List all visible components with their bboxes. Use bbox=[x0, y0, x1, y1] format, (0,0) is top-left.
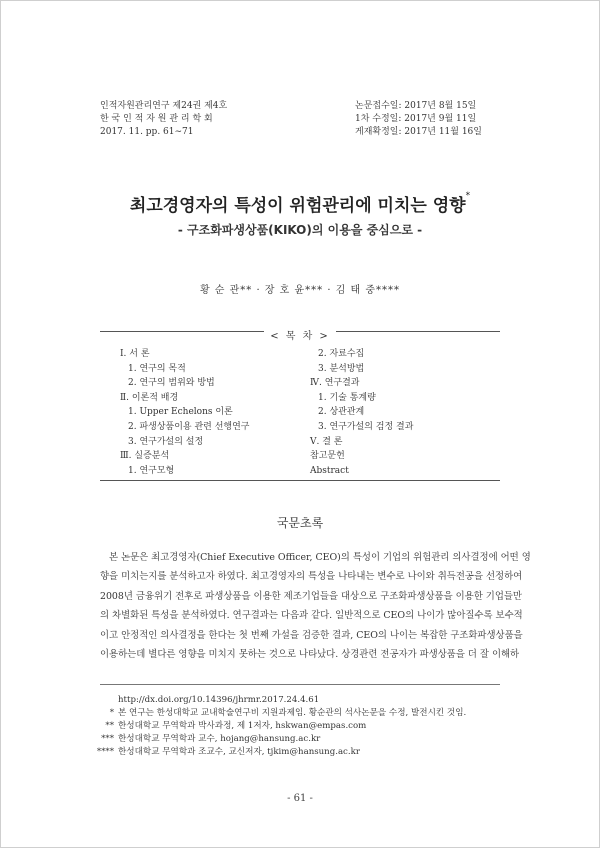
toc-item: 1. Upper Echelons 이론 bbox=[128, 407, 233, 418]
page-number: - 61 - bbox=[287, 793, 313, 804]
received-date: 논문접수일: 2017년 8월 15일 bbox=[355, 101, 477, 111]
toc-item: 참고문헌 bbox=[310, 451, 345, 462]
footnote bbox=[80, 707, 466, 720]
abstract-line: 2008년 금융위기 전후로 파생상품을 이용한 제조기업들을 대상으로 구조화파생상품을 이용한 기업들만 bbox=[100, 590, 522, 602]
footnote-divider bbox=[100, 684, 500, 685]
abstract-body bbox=[100, 548, 531, 664]
abstract-line: 이용하는데 별다른 영향을 미치지 못하는 것으로 나타났다. 상경관련 전공자가 파생상품을 더 잘 이해하 bbox=[100, 649, 520, 661]
toc-item: Ⅲ. 실증분석 bbox=[120, 451, 170, 462]
footnote bbox=[80, 733, 466, 746]
toc-item: 2. 연구의 범위와 방법 bbox=[128, 378, 215, 389]
footnote-text: 한성대학교 무역학과 박사과정, 제 1저자, hskwan@empas.com bbox=[118, 721, 367, 731]
toc-item: Ⅱ. 이론적 배경 bbox=[120, 392, 179, 403]
footnote bbox=[80, 694, 466, 707]
footnote-mark: *** bbox=[101, 734, 114, 744]
toc-label-text: < 목 차 > bbox=[264, 331, 336, 342]
journal-name: 인적자원관리연구 제24권 제4호 bbox=[100, 101, 228, 111]
journal-society: 한 국 인 적 자 원 관 리 학 회 bbox=[100, 114, 213, 124]
paper-subtitle: - 구조화파생상품(KIKO)의 이용을 중심으로 - bbox=[177, 223, 423, 237]
toc-item: 1. 기술 통계량 bbox=[318, 392, 376, 403]
table-of-contents bbox=[100, 331, 500, 481]
toc-item: 1. 연구의 목적 bbox=[128, 363, 186, 374]
submission-dates bbox=[355, 100, 482, 139]
toc-item: Ⅳ. 연구결과 bbox=[310, 378, 360, 389]
paper-title bbox=[0, 191, 600, 216]
footnote-mark: ** bbox=[105, 721, 114, 731]
toc-item: 3. 연구가설의 검정 결과 bbox=[318, 421, 414, 432]
footnote-mark: **** bbox=[96, 747, 114, 757]
abstract-line: 의 차별화된 특성을 분석하였다. 연구결과는 다음과 같다. 일반적으로 CEO의 나이가 많아질수록 보수적 bbox=[100, 610, 523, 622]
author-list: 황 순 관** · 장 호 윤*** · 김 태 중**** bbox=[199, 285, 401, 296]
revised-date: 1차 수정일: 2017년 9월 11일 bbox=[355, 114, 477, 124]
paper-title-text: 최고경영자의 특성이 위험관리에 미치는 영향 bbox=[129, 196, 466, 216]
toc-item: 3. 분석방법 bbox=[318, 363, 365, 374]
toc-item: 2. 자료수집 bbox=[318, 349, 365, 359]
toc-label bbox=[100, 324, 500, 343]
doi-link[interactable]: http://dx.doi.org/10.14396/jhrmr.2017.24.4.61 bbox=[118, 695, 320, 705]
toc-item: Ⅴ. 결 론 bbox=[310, 436, 343, 447]
toc-left-column bbox=[120, 347, 250, 478]
footnote-text: 한성대학교 무역학과 교수, hojang@hansung.ac.kr bbox=[118, 734, 321, 744]
toc-item: 2. 상관관계 bbox=[318, 407, 365, 418]
abstract-line: 본 논문은 최고경영자(Chief Executive Officer, CEO)의 특성이 기업의 위험관리 의사결정에 어떤 영 bbox=[109, 552, 531, 563]
abstract-line: 이고 안정적인 의사결정을 한다는 첫 번째 가설을 검증한 결과, CEO의 나이는 복잡한 구조화파생상품을 bbox=[100, 629, 523, 641]
footnotes bbox=[80, 694, 466, 759]
abstract-line: 향을 미치는지를 분석하고자 하였다. 최고경영자의 특성을 나타내는 변수로 나이와 취득전공을 선정하여 bbox=[100, 571, 523, 583]
footnote-mark: * bbox=[109, 708, 114, 718]
journal-issue: 2017. 11. pp. 61∼71 bbox=[100, 127, 194, 137]
accepted-date: 게재확정일: 2017년 11월 16일 bbox=[355, 127, 482, 137]
toc-right-column bbox=[310, 347, 413, 478]
footnote-text: 본 연구는 한성대학교 교내학술연구비 지원과제임. 황순관의 석사논문을 수정, 발전시킨 것임. bbox=[118, 708, 467, 718]
title-footnote-mark: * bbox=[465, 191, 471, 201]
toc-item: 2. 파생상품이용 관련 선행연구 bbox=[128, 421, 250, 432]
toc-item: Abstract bbox=[310, 465, 349, 476]
toc-item: 3. 연구가설의 설정 bbox=[128, 436, 204, 447]
journal-info bbox=[100, 100, 227, 139]
footnote bbox=[80, 720, 466, 733]
footnote bbox=[80, 746, 466, 759]
toc-item: 1. 연구모형 bbox=[128, 465, 175, 476]
footnote-text: 한성대학교 무역학과 조교수, 교신저자, tjkim@hansung.ac.kr bbox=[118, 747, 360, 757]
abstract-heading: 국문초록 bbox=[276, 516, 324, 530]
toc-item: Ⅰ. 서 론 bbox=[120, 349, 150, 359]
